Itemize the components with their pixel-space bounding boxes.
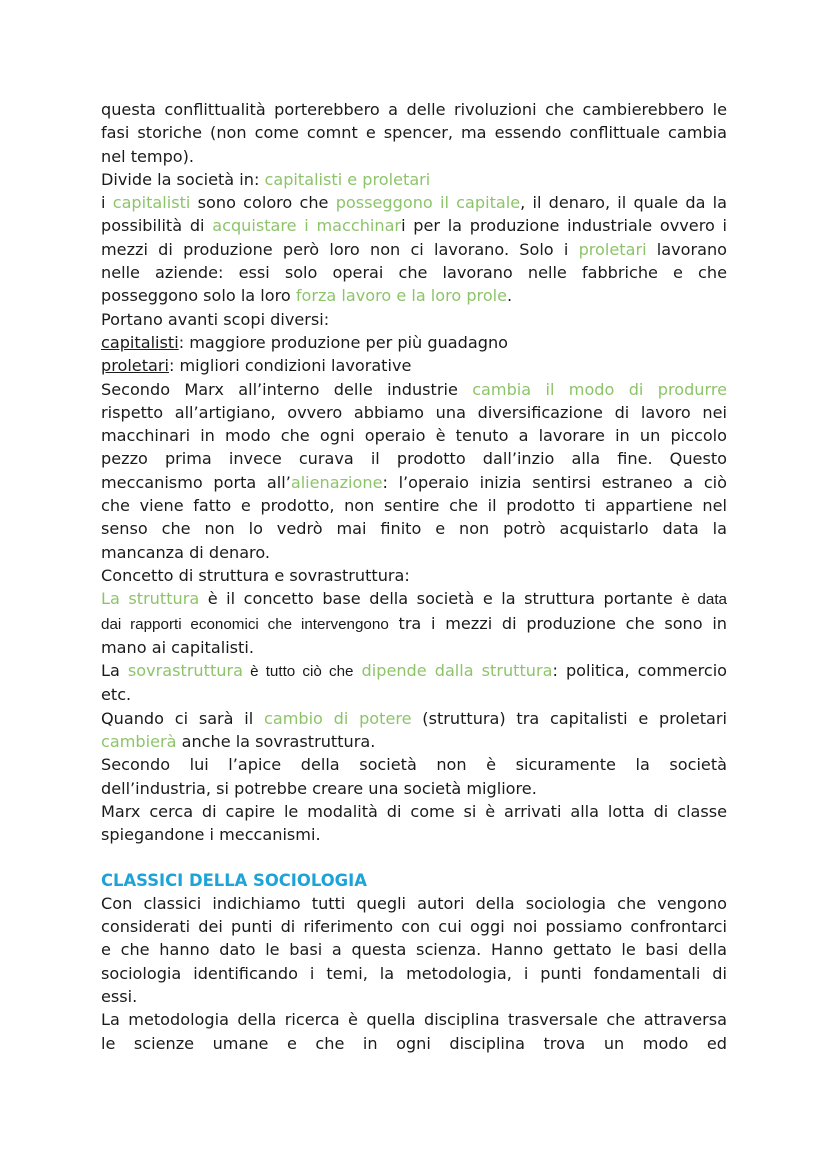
text-segment: : l’operaio inizia sentirsi estraneo a ciò <box>382 472 727 492</box>
highlighted-text: cambio di potere <box>263 708 412 728</box>
text-line <box>101 261 727 284</box>
text-segment: Quando ci sarà il <box>101 708 264 728</box>
text-segment: Secondo lui l’apice della società non è sicuramente la società <box>101 755 727 775</box>
text-segment: questa conflittualità porterebbero a delle rivoluzioni che cambierebbero le <box>101 100 727 119</box>
text-segment: spiegandone i meccanismi. <box>101 825 321 845</box>
text-segment: è data <box>681 591 727 609</box>
text-segment: Portano avanti scopi diversi: <box>101 309 330 329</box>
text-line <box>101 823 727 846</box>
text-line <box>101 541 727 564</box>
text-segment: lavorano <box>646 239 727 259</box>
text-line <box>101 587 727 611</box>
text-line <box>101 659 727 683</box>
text-line <box>101 612 727 636</box>
text-line <box>101 636 727 659</box>
text-segment: mancanza di denaro. <box>101 542 270 562</box>
document-page <box>101 98 727 1055</box>
text-line <box>101 1008 727 1031</box>
text-line <box>101 753 727 776</box>
text-segment: considerati dei punti di riferimento con cui oggi noi possiamo confrontarci <box>101 917 727 937</box>
text-segment: Secondo Marx all’interno delle industrie <box>101 379 473 399</box>
text-segment: Marx cerca di capire le modalità di come si è arrivati alla lotta di classe <box>101 801 727 821</box>
text-line <box>101 962 727 985</box>
highlighted-text: La struttura <box>101 589 200 609</box>
text-line <box>101 707 727 730</box>
text-line <box>101 378 727 401</box>
text-segment: e che hanno dato le basi a questa scienza. Hanno gettato le basi della <box>101 940 727 960</box>
text-line <box>101 145 727 168</box>
text-segment: (struttura) tra capitalisti e proletari <box>411 708 727 728</box>
text-line <box>101 191 727 214</box>
text-segment: pezzo prima invece curava il prodotto dall’inzio alla fine. Questo <box>101 449 727 469</box>
text-line <box>101 985 727 1008</box>
section-heading: CLASSICI DELLA SOCIOLOGIA <box>101 870 367 890</box>
text-segment: mezzi di produzione però loro non ci lavorano. Solo i <box>101 239 579 259</box>
text-segment: rispetto all’artigiano, ovvero abbiamo una diversificazione di lavoro nei <box>101 402 727 422</box>
text-line <box>101 214 727 237</box>
text-segment: è tutto ciò che <box>242 663 354 681</box>
text-segment: etc. <box>101 685 132 705</box>
text-segment: dai rapporti economici che intervengono <box>101 615 389 633</box>
highlighted-text: alienazione <box>290 472 383 492</box>
highlighted-text: capitalisti e proletari <box>264 169 431 189</box>
text-segment: . <box>507 286 513 306</box>
text-line <box>101 564 727 587</box>
text-line <box>101 447 727 470</box>
text-segment: mano ai capitalisti. <box>101 637 254 657</box>
text-line <box>101 683 727 706</box>
text-segment: sociologia identificando i temi, la metodologia, i punti fondamentali di <box>101 963 727 983</box>
text-line <box>101 331 727 354</box>
text-line <box>101 121 727 144</box>
highlighted-text: cambia il modo di produrre <box>472 379 727 399</box>
highlighted-text: proletari <box>578 239 647 259</box>
text-segment: posseggono solo la loro <box>101 286 296 306</box>
text-line <box>101 800 727 823</box>
text-segment: : maggiore produzione per più guadagno <box>178 332 508 352</box>
text-segment: che viene fatto e prodotto, non sentire che il prodotto ti appartiene nel <box>101 496 727 516</box>
text-segment: nel tempo). <box>101 146 195 166</box>
text-line <box>101 238 727 261</box>
text-line <box>101 915 727 938</box>
text-segment: sono coloro che <box>190 193 336 213</box>
text-segment: fasi storiche (non come comnt e spencer, ma essendo conflittuale cambia <box>101 123 727 143</box>
text-segment: nelle aziende: essi solo operai che lavorano nelle fabbriche e che <box>101 263 727 283</box>
text-line <box>101 401 727 424</box>
text-segment: Con classici indichiamo tutti quegli autori della sociologia che vengono <box>101 893 727 913</box>
text-line <box>101 892 727 915</box>
text-segment: Concetto di struttura e sovrastruttura: <box>101 565 410 585</box>
text-segment: è il concetto base della società e la struttura portante <box>199 589 682 609</box>
text-line <box>101 354 727 377</box>
text-segment: meccanismo porta all’ <box>101 472 291 492</box>
text-segment <box>353 661 361 680</box>
text-line <box>101 168 727 191</box>
text-segment: Divide la società in: <box>101 169 265 189</box>
text-line <box>101 730 727 753</box>
underlined-text: capitalisti <box>101 332 179 352</box>
body-text-classici <box>101 892 727 1055</box>
text-line <box>101 471 727 494</box>
highlighted-text: cambierà <box>101 732 177 752</box>
text-line <box>101 517 727 540</box>
text-line <box>101 284 727 307</box>
highlighted-text: capitalisti <box>112 193 191 213</box>
text-line <box>101 424 727 447</box>
text-segment: senso che non lo vedrò mai finito e non potrò acquistarlo data la <box>101 519 727 539</box>
text-segment: : politica, commercio <box>552 661 728 681</box>
text-segment: La metodologia della ricerca è quella disciplina trasversale che attraversa <box>101 1010 727 1030</box>
highlighted-text: dipende dalla struttura <box>361 661 553 681</box>
text-segment: essi. <box>101 986 138 1006</box>
highlighted-text: forza lavoro e la loro prole <box>295 286 508 306</box>
text-segment: , il denaro, il quale da la <box>520 193 728 213</box>
highlighted-text: sovrastruttura <box>127 661 243 681</box>
text-line <box>101 777 727 800</box>
text-line <box>101 308 727 331</box>
text-line <box>101 98 727 121</box>
text-segment: possibilità di <box>101 216 213 236</box>
highlighted-text: acquistare i macchinar <box>212 216 402 236</box>
text-line <box>101 494 727 517</box>
text-segment: dell’industria, si potrebbe creare una società migliore. <box>101 778 537 798</box>
text-segment: i per la produzione industriale ovvero i <box>401 216 728 236</box>
text-segment: le scienze umane e che in ogni disciplina trova un modo ed <box>101 1033 727 1053</box>
highlighted-text: posseggono il capitale <box>335 193 521 213</box>
text-line <box>101 1032 727 1055</box>
text-segment: tra i mezzi di produzione che sono in <box>388 613 728 633</box>
text-line <box>101 938 727 961</box>
underlined-text: proletari <box>101 356 169 376</box>
text-segment: i <box>101 193 113 213</box>
text-segment: macchinari in modo che ogni operaio è tenuto a lavorare in un piccolo <box>101 426 727 446</box>
text-segment: anche la sovrastruttura. <box>176 732 376 752</box>
body-text-marx <box>101 98 727 847</box>
text-segment: La <box>101 661 128 681</box>
text-segment: : migliori condizioni lavorative <box>168 356 412 376</box>
